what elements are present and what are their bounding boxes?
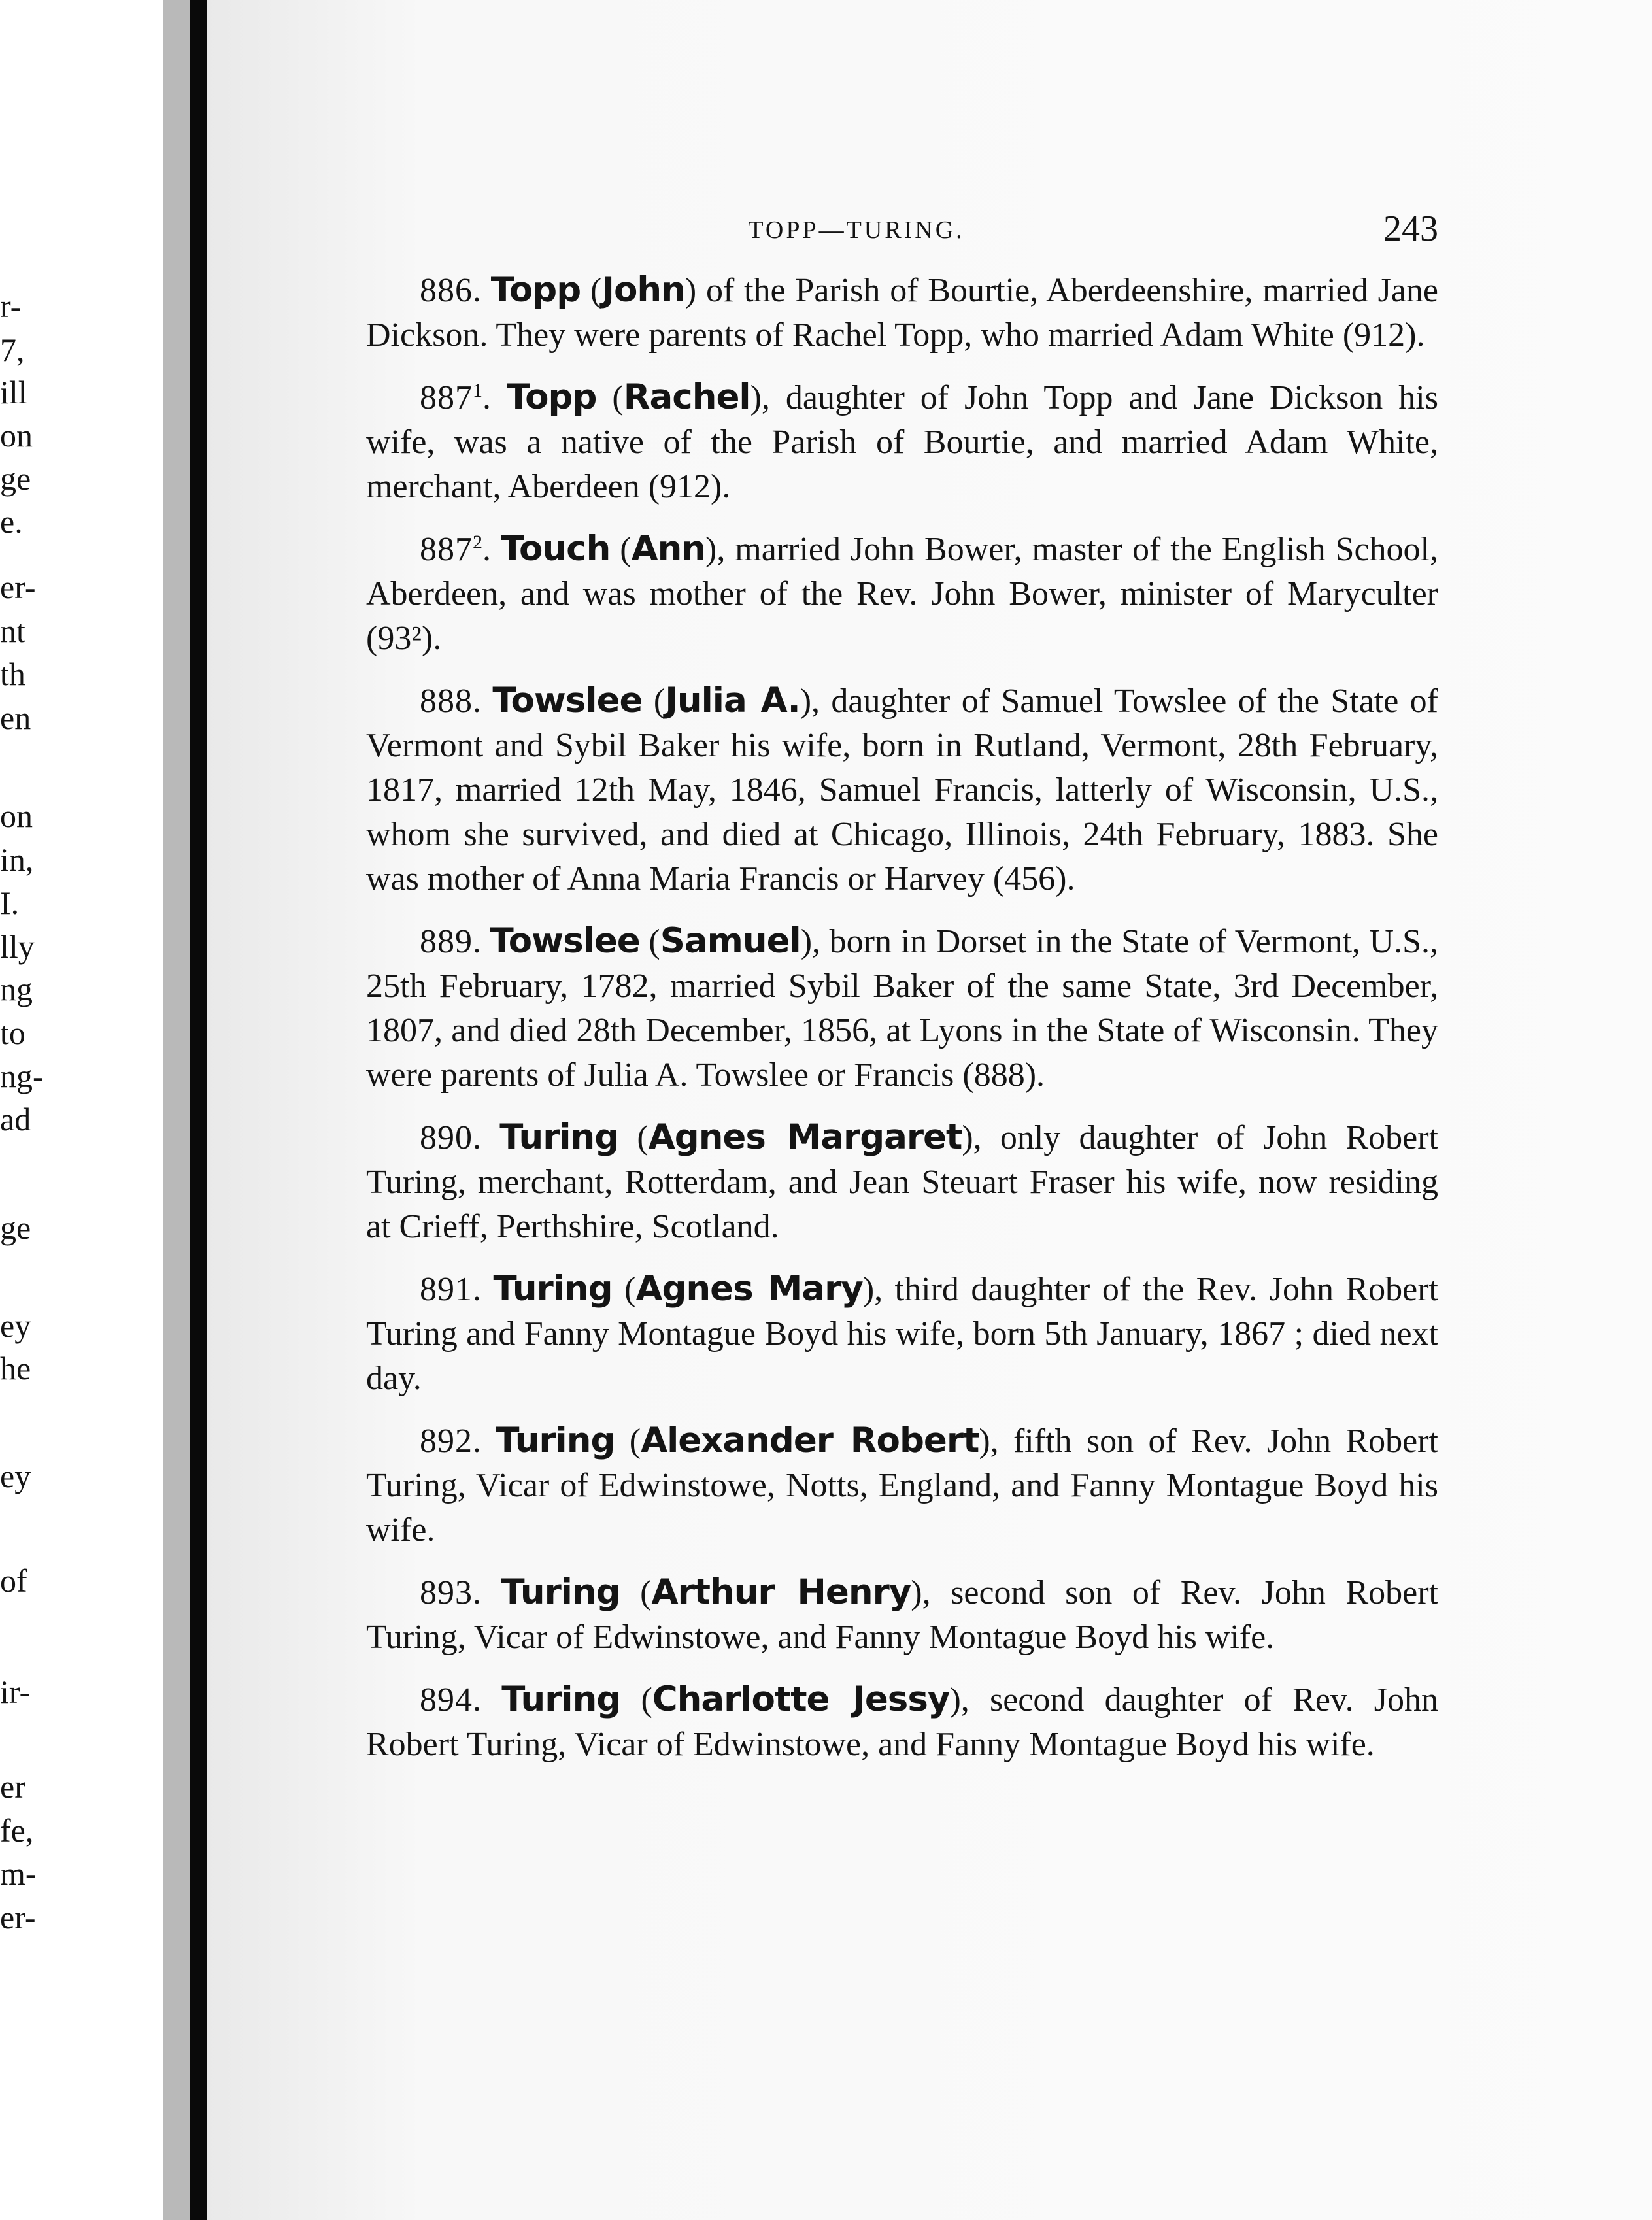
prev-fragment: on	[0, 417, 33, 454]
entry-text: , daughter of Samuel Towslee of the State of Vermont and Sybil Baker his wife, born in Rutland, Vermont, 28th February, 1817, married 12th May, 1846, Samuel Francis, latterly of Wisconsin, U.S., whom she survived, and died at Chicago, Illinois, 24th February, 1883. She was mother of Anna Maria Francis or Harvey (456).	[366, 682, 1438, 898]
entry-forenames: Julia A.	[665, 681, 800, 720]
entry-superscript: 2	[473, 531, 482, 553]
entry-text: , second daughter of Rev. John Robert Turing, Vicar of Edwinstowe, and Fanny Montague Boyd his wife.	[366, 1681, 1439, 1763]
entry-text: , only daughter of John Robert Turing, merchant, Rotterdam, and Jean Steuart Fraser his wife, now residing at Crieff, Perthshire, Scotland.	[366, 1119, 1438, 1245]
entry-number: 889	[420, 923, 473, 960]
prev-fragment: to	[0, 1015, 25, 1051]
prev-fragment: e.	[0, 503, 23, 540]
entry-text: , daughter of John Topp and Jane Dickson his wife, was a native of the Parish of Bourtie, and married Adam White, merchant, Aberdeen (912).	[366, 379, 1438, 505]
entry-surname: Turing	[501, 1679, 621, 1719]
prev-fragment: en	[0, 699, 31, 736]
prev-fragment: ey	[0, 1458, 31, 1494]
prev-fragment: he	[0, 1350, 31, 1387]
prev-fragment: ey	[0, 1307, 31, 1344]
prev-fragment: ill	[0, 374, 27, 411]
binding-gutter	[190, 0, 207, 2220]
entry-list	[366, 268, 1438, 1785]
entry-forenames: Samuel	[660, 921, 801, 961]
entry-forenames: Charlotte Jessy	[652, 1679, 950, 1719]
entry-text: , married John Bower, master of the English School, Aberdeen, and was mother of the Rev. John Bower, minister of Maryculter (93²).	[366, 531, 1438, 657]
entry-number: 893	[420, 1574, 473, 1611]
entry-forenames: Agnes Margaret	[648, 1117, 962, 1157]
entry-surname: Touch	[500, 529, 611, 569]
entry: 892. Turing (Alexander Robert), fifth son of Rev. John Robert Turing, Vicar of Edwinstowe, Notts, England, and Fanny Montague Boyd his wife.	[366, 1421, 1438, 1549]
entry-surname: Turing	[499, 1117, 619, 1157]
prev-fragment: ad	[0, 1101, 31, 1137]
entry-forenames: Rachel	[623, 377, 750, 417]
prev-page-gutter-shadow	[163, 0, 190, 2220]
entry-surname: Towslee	[490, 921, 640, 961]
prev-fragment: in,	[0, 841, 34, 878]
prev-fragment: th	[0, 656, 25, 692]
page-number: 243	[1383, 209, 1438, 249]
entry-forenames: Agnes Mary	[635, 1269, 863, 1309]
prev-fragment: 7,	[0, 331, 25, 368]
running-head	[366, 208, 1438, 254]
entry-forenames: John	[601, 270, 685, 310]
prev-fragment: ge	[0, 1209, 31, 1246]
entry-text: of the Parish of Bourtie, Aberdeenshire, married Jane Dickson. They were parents of Rachel Topp, who married Adam White (912).	[366, 272, 1438, 354]
entry-number: 890	[420, 1119, 473, 1156]
running-title: TOPP—TURING.	[748, 216, 965, 244]
prev-fragment: ng-	[0, 1058, 44, 1094]
entry-number: 887	[420, 379, 473, 416]
prev-fragment: m-	[0, 1855, 37, 1892]
entry: 894. Turing (Charlotte Jessy), second daughter of Rev. John Robert Turing, Vicar of Edwinstowe, and Fanny Montague Boyd his wife.	[366, 1679, 1439, 1763]
prev-fragment: er	[0, 1768, 25, 1805]
prev-fragment: ge	[0, 460, 31, 497]
entry: 886. Topp (John) of the Parish of Bourtie, Aberdeenshire, married Jane Dickson. They were parents of Rachel Topp, who married Adam White (912).	[366, 270, 1438, 354]
entry-surname: Topp	[490, 270, 581, 310]
entry: 893. Turing (Arthur Henry), second son of Rev. John Robert Turing, Vicar of Edwinstowe, and Fanny Montague Boyd his wife.	[366, 1572, 1438, 1656]
entry-text: , second son of Rev. John Robert Turing, Vicar of Edwinstowe, and Fanny Montague Boyd his wife.	[366, 1574, 1438, 1656]
entry: $887^1$. Topp (Rachel), daughter of John Topp and Jane Dickson his wife, was a native of the Parish of Bourtie, and married Adam White, merchant, Aberdeen (912).	[366, 377, 1438, 505]
entry-number: 891	[420, 1271, 473, 1308]
entry: $887^2$. Touch (Ann), married John Bower, master of the English School, Aberdeen, and was mother of the Rev. John Bower, minister of Maryculter (93²).	[366, 529, 1438, 657]
entry: 888. Towslee (Julia A.), daughter of Samuel Towslee of the State of Vermont and Sybil Baker his wife, born in Rutland, Vermont, 28th February, 1817, married 12th May, 1846, Samuel Francis, latterly of Wisconsin, U.S., whom she survived, and died at Chicago, Illinois, 24th February, 1883. She was mother of Anna Maria Francis or Harvey (456).	[366, 681, 1438, 898]
prev-fragment: ir-	[0, 1673, 31, 1710]
entry-forenames: Alexander Robert	[641, 1421, 979, 1460]
prev-fragment: ng	[0, 971, 33, 1007]
entry-number: 894	[420, 1681, 473, 1719]
entry-surname: Turing	[493, 1269, 613, 1309]
entry-number: 892	[420, 1422, 473, 1460]
entry-superscript: 1	[473, 380, 482, 401]
entry-number: 888	[420, 682, 473, 720]
prev-fragment: I.	[0, 884, 20, 921]
prev-fragment: er-	[0, 1899, 36, 1936]
prev-fragment: er-	[0, 569, 36, 605]
entry-surname: Topp	[507, 377, 597, 417]
entry-text: , born in Dorset in the State of Vermont, U.S., 25th February, 1782, married Sybil Baker of the same State, 3rd December, 1807, and died 28th December, 1856, at Lyons in the State of Wisconsin. They were parents of Julia A. Towslee or Francis (888).	[366, 923, 1438, 1094]
entry-forenames: Arthur Henry	[651, 1572, 911, 1612]
entry-text: , fifth son of Rev. John Robert Turing, Vicar of Edwinstowe, Notts, England, and Fanny Montague Boyd his wife.	[366, 1422, 1438, 1549]
entry-number: 887	[420, 531, 473, 568]
prev-fragment: nt	[0, 613, 25, 649]
entry-surname: Turing	[496, 1421, 615, 1460]
prev-fragment: lly	[0, 928, 35, 965]
entry-surname: Turing	[501, 1572, 620, 1612]
entry-forenames: Ann	[631, 529, 706, 569]
prev-fragment: r-	[0, 288, 22, 324]
prev-fragment: fe,	[0, 1812, 34, 1849]
entry-number: 886	[420, 272, 473, 309]
entry-surname: Towslee	[492, 681, 643, 720]
prev-fragment: of	[0, 1562, 27, 1599]
entry: 891. Turing (Agnes Mary), third daughter of the Rev. John Robert Turing and Fanny Montague Boyd his wife, born 5th January, 1867 ; died next day.	[366, 1269, 1438, 1397]
prev-fragment: on	[0, 798, 33, 834]
entry: 889. Towslee (Samuel), born in Dorset in the State of Vermont, U.S., 25th February, 1782, married Sybil Baker of the same State, 3rd December, 1807, and died 28th December, 1856, at Lyons in the State of Wisconsin. They were parents of Julia A. Towslee or Francis (888).	[366, 921, 1438, 1094]
entry: 890. Turing (Agnes Margaret), only daughter of John Robert Turing, merchant, Rotterdam, and Jean Steuart Fraser his wife, now residing at Crieff, Perthshire, Scotland.	[366, 1117, 1438, 1245]
entry-text: , third daughter of the Rev. John Robert Turing and Fanny Montague Boyd his wife, born 5th January, 1867 ; died next day.	[366, 1271, 1438, 1397]
